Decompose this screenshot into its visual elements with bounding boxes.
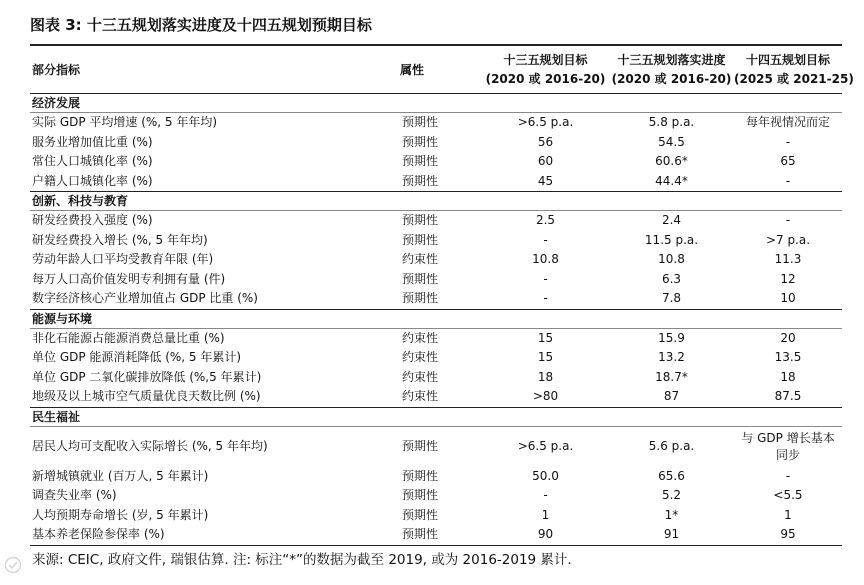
section-header-row [30, 94, 842, 113]
table-body [30, 94, 842, 546]
target14-cell: 1 [784, 507, 792, 522]
progress-cell: 10.8 [658, 252, 685, 266]
indicator-cell: 非化石能源占能源消费总量比重 (%) [32, 330, 225, 345]
target14-cell: - [785, 468, 791, 483]
indicator-cell: 每万人口高价值发明专利拥有量 (件) [32, 271, 226, 286]
target13-cell: - [482, 289, 609, 309]
progress-cell: 11.5 p.a. [644, 232, 699, 247]
table-row [30, 426, 842, 467]
source-note: 来源: CEIC, 政府文件, 瑞银估算. 注: 标注“*”的数据为截至 2019, 或为 2016-2019 累计. [32, 551, 572, 568]
table-row [30, 525, 842, 545]
section-title: 创新、科技与教育 [30, 192, 842, 211]
attribute-cell: 预期性 [402, 232, 439, 247]
indicator-cell: 实际 GDP 平均增速 (%, 5 年年均) [32, 115, 218, 129]
progress-cell: 60.6* [655, 154, 688, 168]
attribute-cell: 约束性 [398, 387, 482, 407]
table-row [30, 133, 842, 153]
target13-cell: >80 [482, 387, 609, 407]
header-progress-line2: (2020 或 2016-20) [611, 72, 732, 86]
progress-cell: 7.8 [609, 289, 734, 309]
section-header-row [30, 192, 842, 211]
attribute-cell: 约束性 [402, 369, 439, 384]
progress-cell: 54.5 [658, 134, 685, 149]
table-row [30, 348, 842, 368]
table-row [30, 387, 842, 407]
table-row [30, 506, 842, 526]
attribute-cell: 预期性 [402, 488, 439, 502]
attribute-cell: 预期性 [402, 134, 439, 149]
target13-cell: >6.5 p.a. [517, 439, 574, 453]
table-row [30, 250, 842, 270]
header-indicator: 部分指标 [30, 46, 398, 94]
progress-cell: 5.8 p.a. [648, 115, 695, 129]
section-header-row [30, 309, 842, 328]
target13-cell: 45 [482, 172, 609, 192]
header-attribute: 属性 [398, 46, 482, 94]
target13-cell: 10.8 [532, 252, 559, 266]
target13-cell: - [543, 232, 548, 247]
indicator-cell: 人均预期寿命增长 (岁, 5 年累计) [32, 507, 209, 522]
progress-cell: 91 [609, 525, 734, 545]
target14-cell: 13.5 [774, 350, 802, 364]
header-row [30, 46, 842, 94]
target14-cell: 每年视情况而定 [745, 115, 830, 129]
header-progress [609, 46, 734, 94]
target14-cell: 18 [780, 369, 796, 384]
indicator-cell: 劳动年龄人口平均受教育年限 (年) [32, 252, 214, 266]
attribute-cell: 预期性 [402, 507, 439, 522]
target13-cell: 1 [541, 507, 550, 522]
indicator-cell: 研发经费投入强度 (%) [32, 213, 153, 227]
progress-cell: 13.2 [658, 350, 685, 364]
indicator-table [30, 46, 854, 546]
attribute-cell: 预期性 [398, 525, 482, 545]
indicator-cell: 常住人口城镇化率 (%) [32, 154, 153, 168]
header-target14 [734, 46, 854, 94]
attribute-cell: 预期性 [398, 172, 482, 192]
target14-cell: - [785, 134, 791, 149]
table-row [30, 467, 842, 487]
attribute-cell: 预期性 [402, 115, 439, 129]
attribute-cell: 约束性 [402, 330, 439, 345]
indicator-cell: 单位 GDP 二氧化碳排放降低 (%,5 年累计) [32, 369, 262, 384]
table-row [30, 486, 842, 506]
target14-cell: 95 [734, 525, 842, 545]
progress-cell: 5.6 p.a. [648, 439, 695, 453]
progress-cell: 87 [609, 387, 734, 407]
indicator-cell: 户籍人口城镇化率 (%) [30, 172, 398, 192]
target14-cell: 20 [780, 330, 796, 345]
indicator-cell: 研发经费投入增长 (%, 5 年年均) [32, 232, 208, 247]
target13-cell: 50.0 [532, 468, 559, 483]
table-row [30, 152, 842, 172]
target13-cell: 60 [537, 154, 554, 168]
table-row [30, 211, 842, 231]
target13-cell: 56 [537, 134, 554, 149]
table-row [30, 231, 842, 251]
indicator-cell: 基本养老保险参保率 (%) [30, 525, 398, 545]
target14-cell: 10 [734, 289, 842, 309]
progress-cell: 65.6 [658, 468, 685, 483]
table-row [30, 270, 842, 290]
watermark-logo-icon [4, 556, 22, 574]
header-target14-line2: (2025 或 2021-25) [734, 72, 854, 86]
section-header-row [30, 407, 842, 426]
indicator-cell: 居民人均可支配收入实际增长 (%, 5 年年均) [32, 439, 268, 453]
indicator-cell: 调查失业率 (%) [32, 488, 117, 502]
progress-cell: 5.2 [661, 488, 682, 502]
target13-cell: 18 [537, 369, 554, 384]
table-row [30, 172, 842, 192]
table-row [30, 368, 842, 388]
target13-cell: 2.5 [535, 213, 556, 227]
attribute-cell: 约束性 [402, 252, 439, 266]
target14-cell: - [785, 213, 791, 227]
target13-cell: 90 [482, 525, 609, 545]
attribute-cell: 约束性 [402, 350, 439, 364]
target14-cell: - [734, 172, 842, 192]
progress-cell: 6.3 [661, 271, 682, 286]
indicator-cell: 单位 GDP 能源消耗降低 (%, 5 年累计) [32, 350, 242, 364]
target14-cell: 与 GDP 增长基本同步 [741, 430, 835, 462]
target14-cell: 87.5 [734, 387, 842, 407]
target13-cell: >6.5 p.a. [517, 115, 574, 129]
target13-cell: - [543, 488, 548, 502]
target14-cell: 12 [780, 271, 796, 286]
target13-cell: - [543, 271, 548, 286]
target13-cell: 15 [537, 330, 554, 345]
table-row [30, 113, 842, 133]
progress-cell: 1* [664, 507, 679, 522]
attribute-cell: 预期性 [402, 154, 439, 168]
target14-cell: <5.5 [773, 488, 803, 502]
target14-cell: 11.3 [774, 252, 802, 266]
section-title: 经济发展 [30, 94, 842, 113]
indicator-cell: 数字经济核心产业增加值占 GDP 比重 (%) [30, 289, 398, 309]
table-row [30, 289, 842, 309]
section-title: 民生福祉 [30, 407, 842, 426]
header-target14-line1: 十四五规划目标 [745, 53, 830, 67]
indicator-cell: 地级及以上城市空气质量优良天数比例 (%) [30, 387, 398, 407]
header-target13 [482, 46, 609, 94]
attribute-cell: 预期性 [402, 271, 439, 286]
indicator-cell: 新增城镇就业 (百万人, 5 年累计) [32, 468, 209, 483]
progress-cell: 18.7* [655, 369, 688, 384]
progress-cell: 44.4* [609, 172, 734, 192]
attribute-cell: 预期性 [402, 439, 439, 453]
indicator-cell: 服务业增加值比重 (%) [32, 134, 153, 149]
attribute-cell: 预期性 [398, 289, 482, 309]
header-target13-line1: 十三五规划目标 [503, 53, 588, 67]
attribute-cell: 预期性 [402, 213, 439, 227]
section-title: 能源与环境 [30, 309, 842, 328]
progress-cell: 15.9 [658, 330, 685, 345]
table-row [30, 328, 842, 348]
target14-cell: 65 [780, 154, 796, 168]
attribute-cell: 预期性 [402, 468, 439, 483]
target14-cell: >7 p.a. [765, 232, 811, 247]
header-progress-line1: 十三五规划落实进度 [617, 53, 726, 67]
target13-cell: 15 [537, 350, 554, 364]
progress-cell: 2.4 [661, 213, 682, 227]
header-target13-line2: (2020 或 2016-20) [485, 72, 606, 86]
table-title: 图表 3: 十三五规划落实进度及十四五规划预期目标 [30, 16, 372, 34]
